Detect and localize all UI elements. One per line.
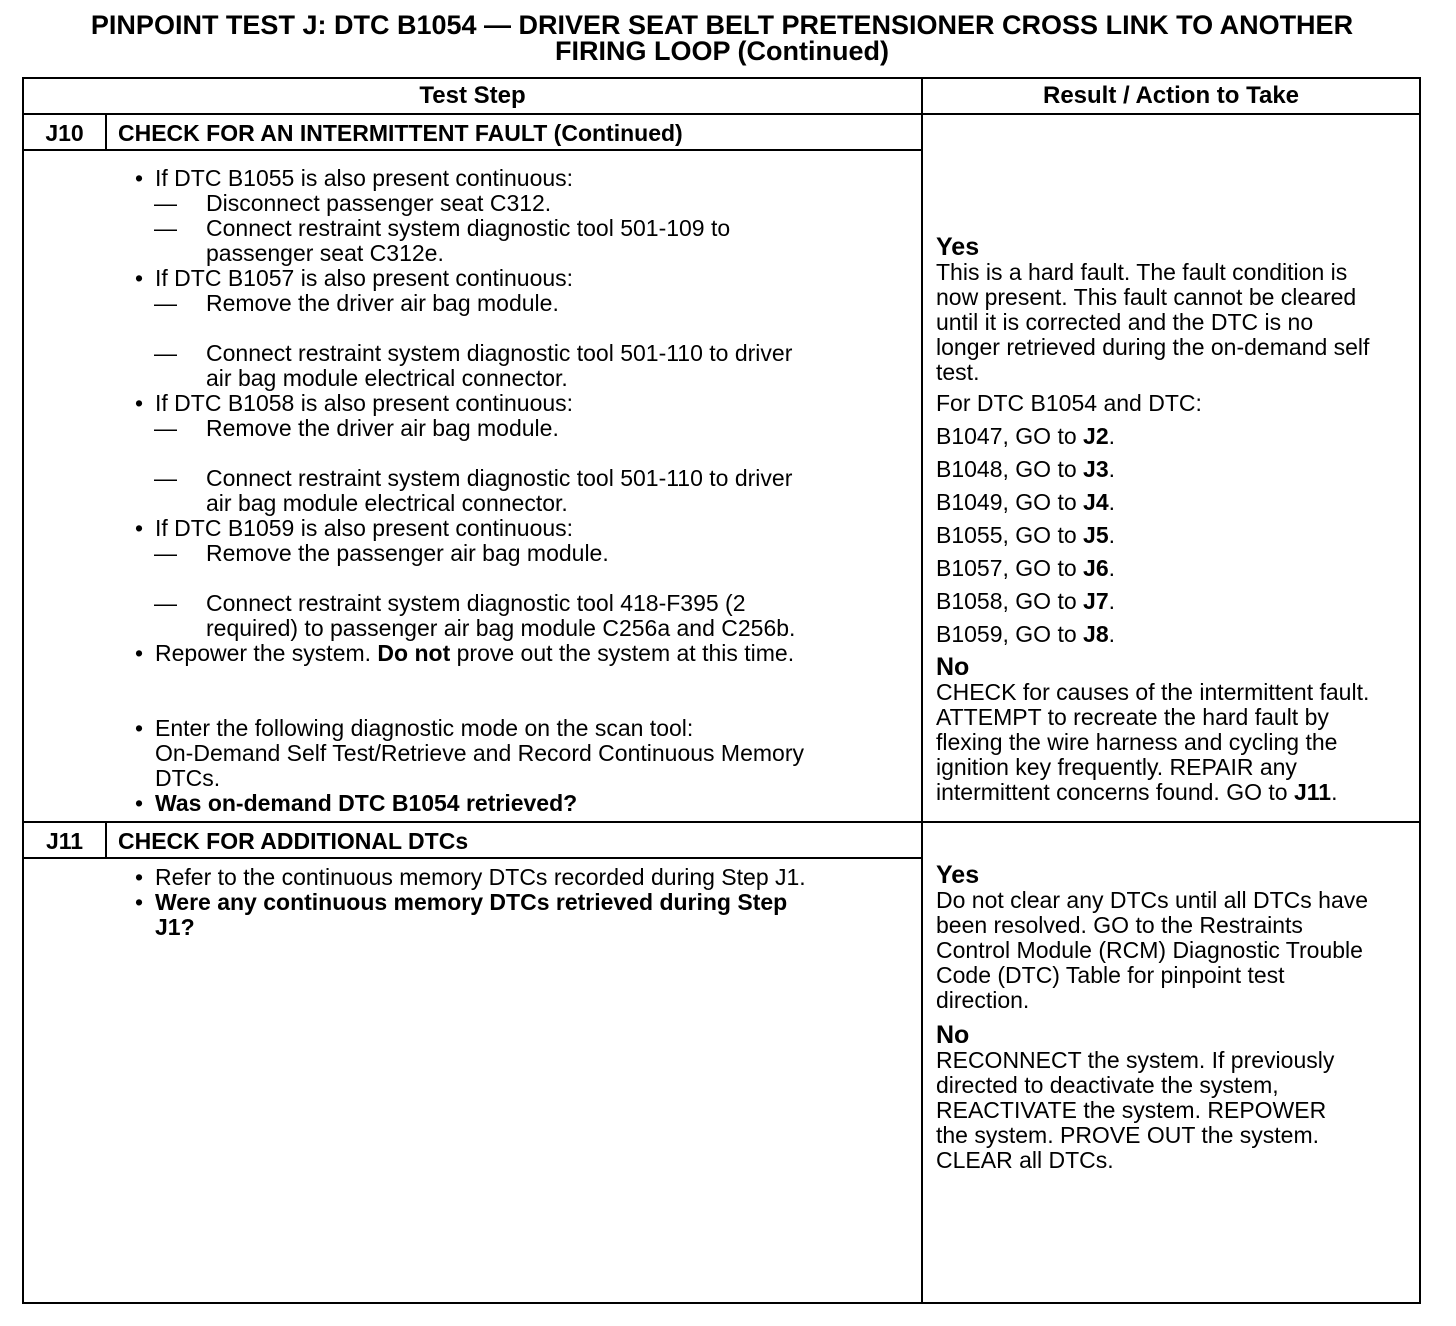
j10-title-divider [24,149,921,151]
j10-result [936,235,1416,805]
question-j11: Were any continuous memory DTCs retrieved during Step [155,889,788,915]
result-text: direction. [936,987,1030,1013]
go-link-j2[interactable] [936,420,1416,453]
go-step: J2 [1083,423,1109,449]
bullet-icon: • [134,889,144,915]
instruction-text: Repower the system. [155,640,378,666]
go-text: B1057, GO to [936,555,1084,581]
go-text: B1047, GO to [936,423,1084,449]
instruction-text: passenger seat C312e. [206,240,444,266]
bullet-icon: • [134,515,144,541]
result-text: This is a hard fault. The fault condition is [936,259,1348,285]
bullet-icon: • [134,165,144,191]
go-link-j7[interactable] [936,585,1416,618]
go-link-j8[interactable] [936,618,1416,651]
instruction-b1059: If DTC B1059 is also present continuous: [155,515,574,541]
result-text: now present. This fault cannot be cleared [936,284,1357,310]
result-text: Control Module (RCM) Diagnostic Trouble [936,937,1363,963]
bullet-icon: • [134,715,144,741]
j11-result [936,863,1416,1173]
go-step: J5 [1083,522,1109,548]
result-text: longer retrieved during the on-demand self [936,334,1370,360]
result-text: Code (DTC) Table for pinpoint test [936,962,1285,988]
go-text: B1058, GO to [936,588,1084,614]
header-result: Result / Action to Take [1042,82,1300,109]
go-link-j5[interactable] [936,519,1416,552]
result-text: Do not clear any DTCs until all DTCs have [936,887,1369,913]
result-text: CHECK for causes of the intermittent fault. [936,679,1370,705]
bullet-icon: • [134,864,144,890]
result-text: . [1331,779,1338,805]
dash-icon: — [154,590,177,616]
instruction-refer: Refer to the continuous memory DTCs recorded during Step J1. [155,864,806,890]
question-j10: Was on-demand DTC B1054 retrieved? [155,790,578,816]
result-text: ignition key frequently. REPAIR any [936,754,1297,780]
result-text: For DTC B1054 and DTC: [936,390,1202,416]
go-step: J11 [1293,779,1332,805]
instruction-repower [155,641,794,666]
instruction-text: Connect restraint system diagnostic tool 501-110 to driver [206,340,793,366]
instruction-text: required) to passenger air bag module C256a and C256b. [206,615,796,641]
go-text: . [1108,456,1116,482]
go-step: J8 [1083,621,1109,647]
pinpoint-table [22,77,1421,1304]
instruction-text: Remove the driver air bag module. [206,415,559,441]
go-step: J4 [1083,489,1109,515]
title-line-1: PINPOINT TEST J: DTC B1054 — DRIVER SEAT BELT PRETENSIONER CROSS LINK TO ANOTHER [90,10,1354,40]
instruction-b1057: If DTC B1057 is also present continuous: [155,265,574,291]
bullet-icon: • [134,640,144,666]
question-j11-cont: J1? [155,914,195,940]
bullet-icon: • [134,390,144,416]
step-id-j10: J10 [45,120,84,146]
result-text: CLEAR all DTCs. [936,1147,1114,1173]
instruction-emphasis: Do not [377,640,451,666]
go-link-j6[interactable] [936,552,1416,585]
title-line-2: FIRING LOOP (Continued) [555,36,889,66]
go-text: . [1108,588,1116,614]
instruction-text: Connect restraint system diagnostic tool 501-110 to driver [206,465,793,491]
instruction-text: air bag module electrical connector. [206,490,568,516]
go-text: . [1108,621,1116,647]
instruction-text: Disconnect passenger seat C312. [206,190,552,216]
go-step: J7 [1083,588,1109,614]
instruction-text: prove out the system at this time. [450,640,795,666]
dash-icon: — [154,340,177,366]
dash-icon: — [154,465,177,491]
result-text: intermittent concerns found. GO to [936,779,1294,805]
go-step: J3 [1083,456,1109,482]
instruction-text: On-Demand Self Test/Retrieve and Record Continuous Memory [155,740,804,766]
instruction-text: Connect restraint system diagnostic tool 418-F395 (2 [206,590,746,616]
id-column-divider-j10 [105,115,107,151]
instruction-text: Remove the passenger air bag module. [206,540,609,566]
result-text: the system. PROVE OUT the system. [936,1122,1320,1148]
go-text: B1059, GO to [936,621,1084,647]
result-text: ATTEMPT to recreate the hard fault by [936,704,1329,730]
id-column-divider-j11 [105,823,107,859]
go-text: B1049, GO to [936,489,1084,515]
go-text: B1055, GO to [936,522,1084,548]
result-text: test. [936,359,980,385]
instruction-b1058: If DTC B1058 is also present continuous: [155,390,574,416]
result-text: flexing the wire harness and cycling the [936,729,1338,755]
header-divider [24,113,1419,115]
go-text: . [1108,489,1116,515]
column-divider [921,79,923,1302]
dash-icon: — [154,290,177,316]
go-step: J6 [1083,555,1109,581]
j11-row-divider [24,821,1419,823]
page-title [0,12,1444,64]
dash-icon: — [154,215,177,241]
go-link-j4[interactable] [936,486,1416,519]
instruction-text: air bag module electrical connector. [206,365,568,391]
no-label: No [936,653,970,681]
instruction-text: Remove the driver air bag module. [206,290,559,316]
go-text: . [1108,423,1116,449]
yes-label: Yes [936,861,980,889]
step-id-j11: J11 [45,828,84,854]
go-text: . [1108,522,1116,548]
bullet-icon: • [134,265,144,291]
dash-icon: — [154,190,177,216]
go-text: B1048, GO to [936,456,1084,482]
instruction-enter-mode: Enter the following diagnostic mode on the scan tool: [155,715,694,741]
no-label: No [936,1021,970,1049]
result-text: REACTIVATE the system. REPOWER [936,1097,1327,1123]
j11-title-divider [24,857,921,859]
bullet-icon: • [134,790,144,816]
header-test-step: Test Step [419,82,526,109]
instruction-b1055: If DTC B1055 is also present continuous: [155,165,574,191]
result-text: RECONNECT the system. If previously [936,1047,1335,1073]
go-text: . [1108,555,1116,581]
dash-icon: — [154,540,177,566]
step-title-j10: CHECK FOR AN INTERMITTENT FAULT (Continued) [118,120,683,146]
instruction-text: Connect restraint system diagnostic tool 501-109 to [206,215,731,241]
step-title-j11: CHECK FOR ADDITIONAL DTCs [118,828,469,854]
go-link-j3[interactable] [936,453,1416,486]
dash-icon: — [154,415,177,441]
result-text: been resolved. GO to the Restraints [936,912,1303,938]
result-text: until it is corrected and the DTC is no [936,309,1314,335]
result-text: directed to deactivate the system, [936,1072,1279,1098]
go-link-j11[interactable] [936,780,1416,805]
instruction-text: DTCs. [155,765,221,791]
yes-label: Yes [936,233,980,261]
